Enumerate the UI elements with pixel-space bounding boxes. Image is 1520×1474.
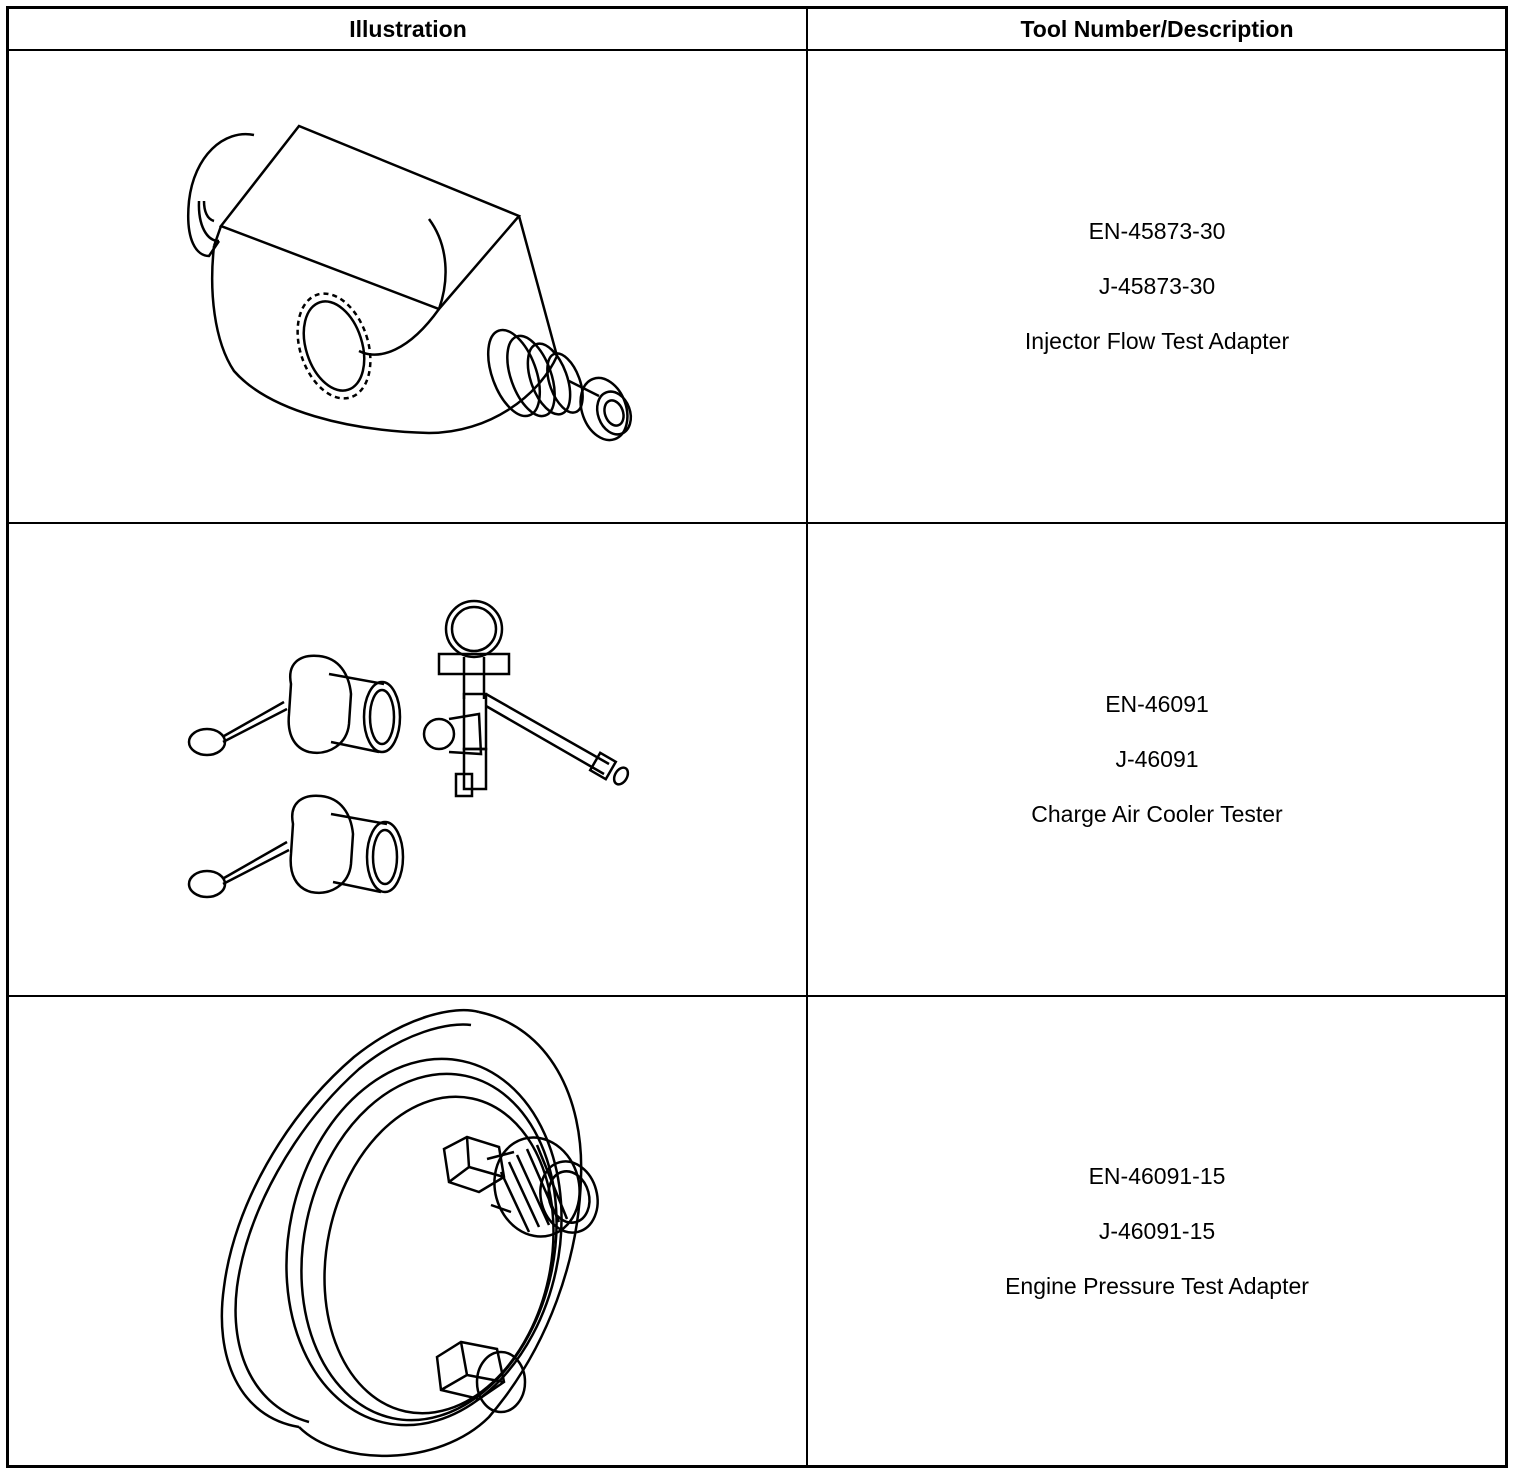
en-tool-number: EN-46091-15 — [1088, 1162, 1226, 1189]
table-row — [9, 524, 1505, 997]
tool-description-cell — [809, 524, 1505, 995]
j-tool-number: J-46091 — [1115, 746, 1199, 772]
j-tool-number: J-46091-15 — [1098, 1217, 1216, 1244]
tool-description: Injector Flow Test Adapter — [1024, 328, 1290, 354]
en-tool-number: EN-45873-30 — [1088, 218, 1226, 244]
header-tool-description: Tool Number/Description — [1020, 16, 1294, 42]
tool-description: Engine Pressure Test Adapter — [1005, 1272, 1309, 1299]
table-row — [9, 997, 1505, 1465]
tool-table — [6, 6, 1508, 1468]
table-row — [9, 51, 1505, 524]
j-tool-number: J-45873-30 — [1098, 273, 1216, 299]
table-header-row — [9, 9, 1505, 51]
injector-flow-test-adapter-icon — [9, 51, 807, 522]
charge-air-cooler-tester-icon — [9, 524, 807, 995]
en-tool-number: EN-46091 — [1105, 691, 1209, 717]
tool-description-cell — [809, 51, 1505, 522]
engine-pressure-test-adapter-icon — [9, 997, 807, 1465]
header-illustration: Illustration — [349, 16, 467, 42]
tool-description-cell — [809, 997, 1505, 1465]
tool-description: Charge Air Cooler Tester — [1031, 801, 1283, 827]
